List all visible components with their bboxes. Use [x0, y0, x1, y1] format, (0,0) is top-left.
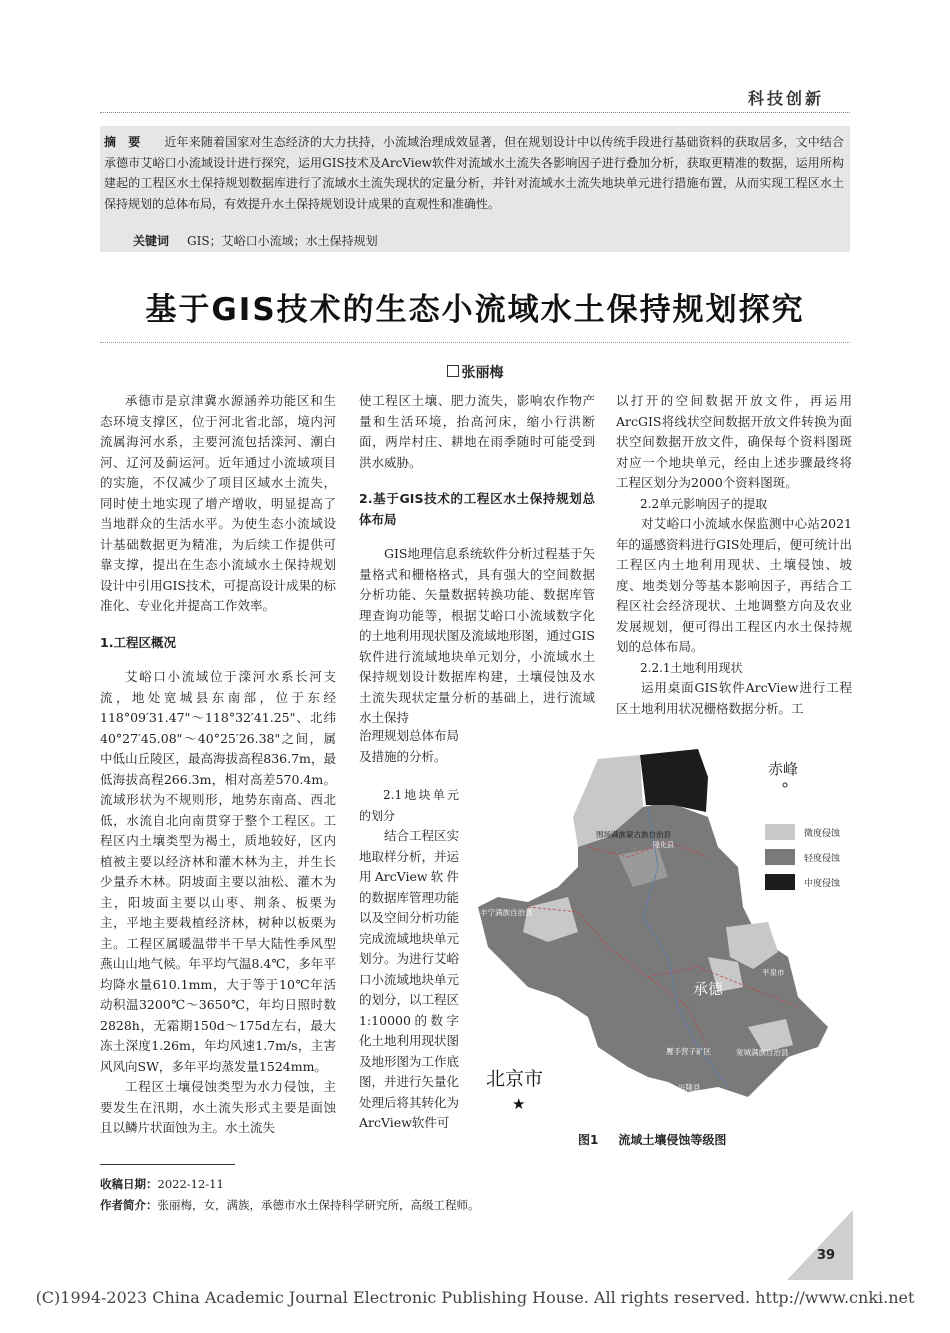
county-label: 围场满族蒙古族自治县 — [596, 830, 671, 839]
paragraph: 治理规划总体布局及措施的分析。 — [359, 728, 460, 764]
paragraph: GIS地理信息系统软件分析过程基于矢量格式和栅格格式，具有强大的空间数据分析功能、矢量数据转换功能、数据库管理查询功能等，根据艾峪口小流域数字化的土地利用现状图及流域地形图，通过GIS软件进行流域地块单元划分，小流域水土保持规划设计数据库构建，土壤侵蚀及水土流失现状定量分析的基础上，进行流域水土保持 — [359, 546, 595, 725]
figure-number: 图1 — [578, 1133, 599, 1147]
column-3 — [616, 391, 852, 719]
keywords — [133, 232, 378, 249]
author-bio-value: 张丽梅，女，满族，承德市水土保持科学研究所，高级工程师。 — [157, 1198, 480, 1212]
county-label: 平泉市 — [762, 968, 785, 977]
county-label: 兴隆县 — [678, 1083, 701, 1092]
erosion-map — [468, 747, 856, 1127]
keywords-text: GIS；艾峪口小流域；水土保持规划 — [187, 234, 378, 248]
paragraph: 运用桌面GIS软件ArcView进行工程区土地利用状况栅格数据分析。工 — [616, 680, 852, 716]
author-bio — [100, 1197, 480, 1213]
city-label-beijing: 北京市 — [486, 1068, 544, 1090]
paragraph: 艾峪口小流域位于滦河水系长河支流，地处宽城县东南部，位于东经118°09′31.47"～118°32′41.25"、北纬40°27′45.08"～40°25′26.38"之间，属中低山丘陵区，最高海拔高程836.7m，最低海拔高程266.3m，相对高差570.4m。流域形状为不规则形，地势东南高、西北低，水流自北向南贯穿于整个工程区。工程区内土壤类型为褐土，质地较好，区内植被主要以经济林和灌木林为主，并生长少量乔木林。阴坡面主要以油松、灌木为主，阳坡面主要以山枣、荆条、板栗为主，平地主要栽植经济林，树种以板栗为主。工程区属暖温带半干旱大陆性季风型燕山山地气候。年平均气温8.4℃，多年平均降水量610.1mm，大于等于10℃年活动积温3200℃～3650℃，年均日照时数2828h，无霜期150d～175d左右，最大冻土深度1.26m，年均风速1.7m/s，主害风风向SW，多年平均蒸发量1524mm。 — [100, 669, 336, 1074]
author-line — [0, 362, 950, 382]
column-1 — [100, 391, 336, 1139]
column-2-narrow — [359, 726, 459, 1134]
city-label-chifeng: 赤峰 — [768, 760, 799, 778]
copyright-line: (C)1994-2023 China Academic Journal Electronic Publishing House. All rights reserved. http://www.cnki.net — [35, 1288, 915, 1307]
city-label-chengde: 承德 — [693, 980, 724, 998]
legend-label: 中度侵蚀 — [804, 879, 841, 889]
legend-label: 轻度侵蚀 — [804, 854, 841, 864]
author-name: 张丽梅 — [461, 365, 504, 381]
figure-caption — [578, 1131, 726, 1148]
city-marker — [783, 783, 787, 787]
received-value: 2022-12-11 — [157, 1177, 224, 1191]
page-corner-icon — [787, 1210, 853, 1280]
county-label: 隆化县 — [653, 841, 674, 849]
paragraph: 以打开的空间数据开放文件，再运用ArcGIS将线状空间数据开放文件转换为面状空间数据开放文件，确保每个资料图斑对应一个地块单元，经由上述步骤最终将工程区划分为2000个资料图斑。 — [616, 393, 852, 490]
capital-star-icon: ★ — [512, 1095, 526, 1113]
county-label: 宽城满族自治县 — [736, 1048, 789, 1057]
page-number: 39 — [817, 1248, 836, 1263]
footnote-rule — [100, 1164, 235, 1165]
paragraph: 工程区土壤侵蚀类型为水力侵蚀，主要发生在汛期，水土流失形式主要是面蚀且以鳞片状面蚀为主。水土流失 — [100, 1079, 336, 1135]
paragraph: 承德市是京津冀水源涵养功能区和生态环境支撑区，位于河北省北部，境内河流属海河水系，主要河流包括滦河、潮白河、辽河及蓟运河。近年通过小流域项目的实施，不仅减少了项目区域水土流失，同时使土地实现了增产增收，明显提高了当地群众的生活水平。为使生态小流域设计基础数据更为精准，为后续工作提供可靠支撑，提出在生态小流域水土保持规划设计中引用GIS技术，可提高设计成果的标准化、专业化并提高工作效率。 — [100, 393, 336, 613]
map-region-dark — [640, 749, 708, 812]
legend-swatch-medium — [765, 849, 795, 865]
title-rule — [100, 342, 850, 343]
header-rule — [100, 112, 850, 114]
author-box-icon — [447, 365, 459, 377]
subsection-heading-2-2-1: 2.2.1土地利用现状 — [640, 660, 743, 675]
column-2 — [359, 391, 595, 729]
legend-swatch-dark — [765, 874, 795, 890]
subsection-heading-2-1: 2.1地块单元的划分 — [359, 788, 459, 823]
paragraph: 结合工程区实地取样分析，并运用ArcView软件的数据库管理功能以及空间分析功能完成流域地块单元划分。为进行艾峪口小流域地块单元的划分，以工程区1:10000的数字化土地利用现状图及地形图为工作底图，并进行矢量化处理后将其转化为ArcView软件可 — [359, 828, 460, 1130]
received-label: 收稿日期： — [100, 1177, 158, 1191]
figure-caption-text: 流域土壤侵蚀等级图 — [618, 1133, 727, 1147]
paragraph: 对艾峪口小流域水保监测中心站2021年的遥感资料进行GIS处理后，便可统计出工程区内土地利用现状、土壤侵蚀、坡度、地类划分等基本影响因子，再结合工程区社会经济现状、土地调整方向及农业发展规划，便可得出工程区内水土保持规划的总体布局。 — [616, 516, 852, 654]
paragraph: 使工程区土壤、肥力流失，影响农作物产量和生活环境，抬高河床，缩小行洪断面，两岸村庄、耕地在雨季随时可能受到洪水威胁。 — [359, 393, 595, 470]
received-date — [100, 1176, 224, 1192]
section-heading-1: 1.工程区概况 — [100, 634, 176, 650]
abstract-label: 摘 要 — [104, 135, 141, 149]
legend-swatch-light — [765, 824, 795, 840]
subsection-heading-2-2: 2.2单元影响因子的提取 — [640, 496, 768, 511]
abstract — [104, 132, 844, 214]
legend-label: 微度侵蚀 — [804, 829, 841, 839]
county-label: 丰宁满族自治县 — [480, 908, 533, 917]
article-title: 基于GIS技术的生态小流域水土保持规划探究 — [145, 292, 805, 328]
section-tag: 科技创新 — [748, 89, 825, 108]
county-label: 鹰手营子矿区 — [666, 1047, 711, 1056]
section-heading-2: 2.基于GIS技术的工程区水土保持规划总体布局 — [359, 491, 595, 527]
author-bio-label: 作者简介： — [100, 1198, 158, 1212]
abstract-text: 近年来随着国家对生态经济的大力扶持，小流域治理成效显著，但在规划设计中以传统手段进行基础资料的获取居多，文中结合承德市艾峪口小流域设计进行探究，运用GIS技术及ArcView软件对流域水土流失各影响因子进行叠加分析，获取更精准的数据，运用所构建起的工程区水土保持规划数据库进行了流域水土流失现状的定量分析，并针对流域水土流失地块单元进行措施布置，从而实现工程区水土保持规划的总体布局，有效提升水土保持规划设计成果的直观性和准确性。 — [104, 135, 844, 211]
keywords-label: 关键词 — [133, 234, 170, 248]
